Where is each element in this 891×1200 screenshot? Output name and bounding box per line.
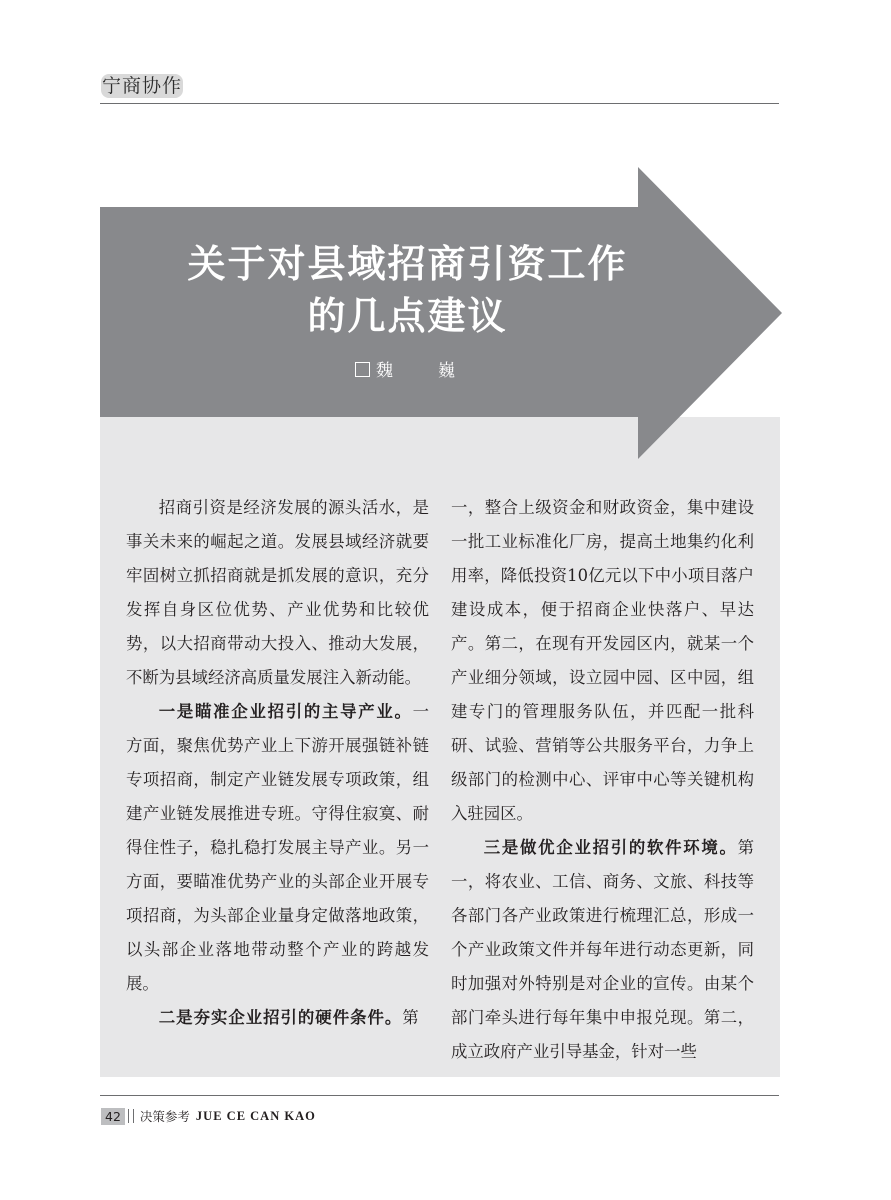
footer-separator-icon [128,1109,134,1123]
article-title [100,238,715,342]
title-arrow-banner [0,0,891,470]
point-2-text-start: 第 [402,1008,419,1027]
paragraph-point-2 [126,1001,429,1035]
byline-box-icon [355,362,370,377]
point-1-heading: 一是瞄准企业招引的主导产业。 [158,702,413,721]
bottom-divider [100,1095,779,1096]
author-name: 魏 巍 [376,361,469,381]
right-column [451,491,754,1069]
paragraph-intro: 招商引资是经济发展的源头活水，是事关未来的崛起之道。发展县域经济就要牢固树立抓招商就是抓发展的意识，充分发挥自身区位优势、产业优势和比较优势，以大招商带动大投入、推动大发展，不断为县域经济高质量发展注入新动能。 [126,498,429,687]
publication-name-cn: 决策参考 [139,1109,190,1124]
paragraph-point-1 [126,695,429,1001]
title-line-1: 关于对县域招商引资工作 [187,241,628,286]
point-3-heading: 三是做优企业招引的软件环境。 [483,838,738,857]
paragraph-point-2-continued: 一，整合上级资金和财政资金，集中建设一批工业标准化厂房，提高土地集约化利用率，降低投资10亿元以下中小项目落户建设成本，便于招商企业快落户、早达产。第二，在现有开发园区内，就某一个产业细分领域，设立园中园、区中园，组建专门的管理服务队伍，并匹配一批科研、试验、营销等公共服务平台，力争上级部门的检测中心、评审中心等关键机构入驻园区。 [451,498,754,823]
point-2-heading: 二是夯实企业招引的硬件条件。 [158,1008,403,1027]
section-label-text: 宁商协作 [102,75,183,97]
point-3-text: 第一，将农业、工信、商务、文旅、科技等各部门各产业政策进行梳理汇总，形成一个产业政策文件并每年进行动态更新，同时加强对外特别是对企业的宣传。由某个部门牵头进行每年集中申报兑现。第二，成立政府产业引导基金，针对一些 [451,838,754,1061]
title-line-2: 的几点建议 [307,293,508,338]
page-footer [101,1107,316,1125]
author-byline [355,356,469,381]
paragraph-point-3 [451,831,754,1069]
page-number: 42 [101,1108,125,1125]
publication-name-en: JUE CE CAN KAO [195,1108,316,1123]
left-column [126,491,429,1035]
point-1-text: 一方面，聚焦优势产业上下游开展强链补链专项招商，制定产业链发展专项政策，组建产业链发展推进专班。守得住寂寞、耐得住性子，稳扎稳打发展主导产业。另一方面，要瞄准优势产业的头部企业开展专项招商，为头部企业量身定做落地政策，以头部企业落地带动整个产业的跨越发展。 [126,702,429,993]
